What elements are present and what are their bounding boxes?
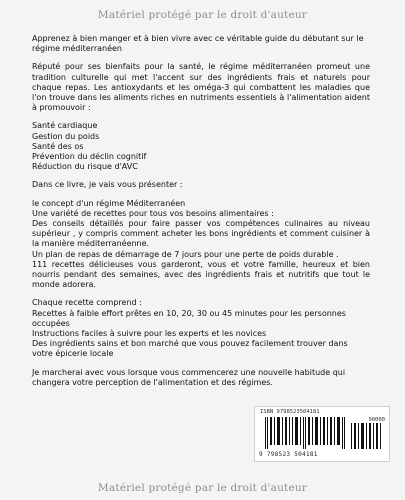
recipe-item: Instructions faciles à suivre pour les experts et les novices [32, 329, 267, 339]
copyright-watermark-top: Matériel protégé par le droit d'auteur [97, 9, 308, 21]
benefit-item: Santé des os [32, 141, 84, 151]
recipe-list [32, 309, 370, 360]
isbn-label: ISBN 9798523504181 [260, 409, 320, 415]
present-item: le concept d'un régime Méditerranéen [32, 198, 186, 208]
present-item: 111 recettes délicieuses vous garderont, vous et votre famille, heureux et bien nourris pendant des semaines, avec des ingrédients frais et nutritifs que tout le monde adorera. [32, 259, 370, 290]
recipe-intro: Chaque recette comprend : [32, 298, 142, 308]
back-cover-text [32, 34, 370, 388]
intro-paragraph: Apprenez à bien manger et à bien vivre avec ce véritable guide du débutant sur le régime méditerranéen [32, 34, 364, 54]
barcode-main-bars [265, 417, 347, 449]
closing-paragraph: Je marcherai avec vous lorsque vous commencerez une nouvelle habitude qui changera votre perception de l'alimentation et des régimes. [32, 367, 346, 387]
health-paragraph: Réputé pour ses bienfaits pour la santé, le régime méditerranéen promeut une tradition culturelle qui met l'accent sur des ingrédients frais et naturels pour chaque repas. Les antioxydants et les oméga-3 qui combattent les maladies que l'on trouve dans les aliments riches en nutriments essentiels à l'alimentation aident à promouvoir : [32, 62, 370, 113]
benefit-item: Gestion du poids [32, 131, 100, 141]
present-intro: Dans ce livre, je vais vous présenter : [32, 180, 183, 190]
present-item: Un plan de repas de démarrage de 7 jours pour une perte de poids durable . [32, 249, 339, 259]
present-list [32, 199, 370, 291]
present-item: Une variété de recettes pour tous vos besoins alimentaires : [32, 208, 274, 218]
benefit-item: Prévention du déclin cognitif [32, 152, 147, 162]
recipe-item: Recettes à faible effort prêtes en 10, 20, 30 ou 45 minutes pour les personnes occupées [32, 308, 346, 328]
recipe-item: Des ingrédients sains et bon marché que vous pouvez facilement trouver dans votre épicerie locale [32, 339, 348, 359]
present-item: Des conseils détaillés pour faire passer vos compétences culinaires au niveau supérieur , y compris comment acheter les bons ingrédients et comment cuisiner à la manière méditerranéenne. [32, 219, 370, 249]
benefit-item: Réduction du risque d'AVC [32, 162, 138, 172]
price-code: 90000 [368, 417, 385, 423]
barcode-addon-bars [351, 423, 383, 449]
barcode-digits: 9 798523 504181 [259, 451, 318, 458]
benefits-list [32, 121, 370, 172]
copyright-watermark-bottom: Matériel protégé par le droit d'auteur [97, 482, 308, 494]
benefit-item: Santé cardiaque [32, 121, 98, 131]
isbn-barcode [254, 406, 390, 462]
